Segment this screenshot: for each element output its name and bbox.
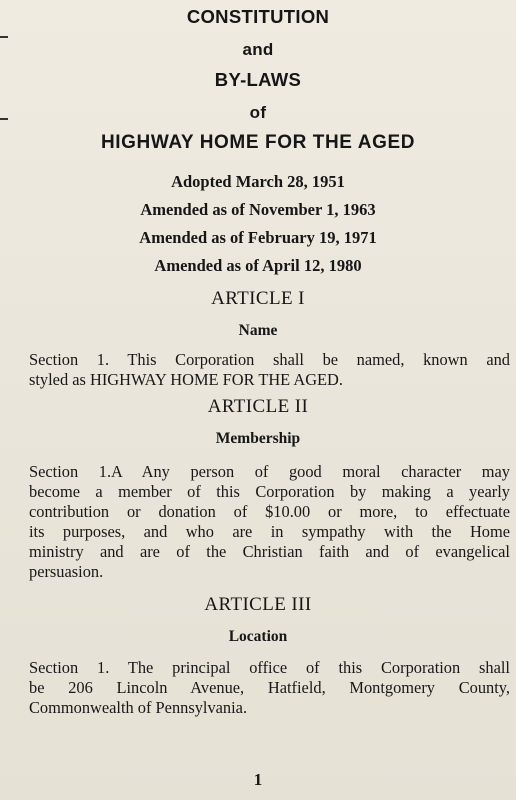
article-3-subheading: Location	[228, 628, 288, 645]
article-1-section-1	[29, 350, 510, 390]
binding-mark	[0, 36, 8, 38]
article-1-subheading: Name	[238, 322, 278, 339]
text-line: Commonwealth of Pennsylvania.	[29, 698, 248, 717]
text-line: styled as HIGHWAY HOME FOR THE AGED.	[29, 370, 343, 389]
text-line: become a member of this Corporation by making a yearly	[29, 482, 510, 501]
title-organization-name: HIGHWAY HOME FOR THE AGED	[100, 132, 416, 153]
amended-date-1980: Amended as of April 12, 1980	[154, 256, 362, 275]
text-line: Section 1. The principal office of this Corporation shall	[29, 658, 510, 677]
article-2-subheading: Membership	[215, 430, 301, 447]
text-line: contribution or donation of $10.00 or more, to effectuate	[29, 502, 510, 521]
text-line: persuasion.	[29, 562, 104, 581]
article-1-heading: ARTICLE I	[211, 288, 305, 309]
amended-date-1963: Amended as of November 1, 1963	[140, 200, 376, 219]
adopted-date: Adopted March 28, 1951	[171, 172, 345, 191]
article-2-section-1a	[29, 462, 510, 582]
text-line: ministry and are of the Christian faith and of evangelical	[29, 542, 510, 561]
text-line: Section 1.A Any person of good moral character may	[29, 462, 510, 481]
title-constitution: CONSTITUTION	[186, 6, 330, 27]
text-line: Section 1. This Corporation shall be named, known and	[29, 350, 510, 369]
text-line: its purposes, and who are in sympathy with the Home	[29, 522, 510, 541]
title-bylaws: BY-LAWS	[214, 69, 302, 90]
title-of: of	[249, 103, 267, 122]
title-and: and	[242, 40, 274, 59]
text-line: be 206 Lincoln Avenue, Hatfield, Montgomery County,	[29, 678, 510, 697]
page-number: 1	[253, 770, 263, 789]
article-3-section-1	[29, 658, 510, 718]
article-2-heading: ARTICLE II	[207, 396, 309, 417]
amended-date-1971: Amended as of February 19, 1971	[139, 228, 377, 247]
article-3-heading: ARTICLE III	[204, 594, 312, 615]
